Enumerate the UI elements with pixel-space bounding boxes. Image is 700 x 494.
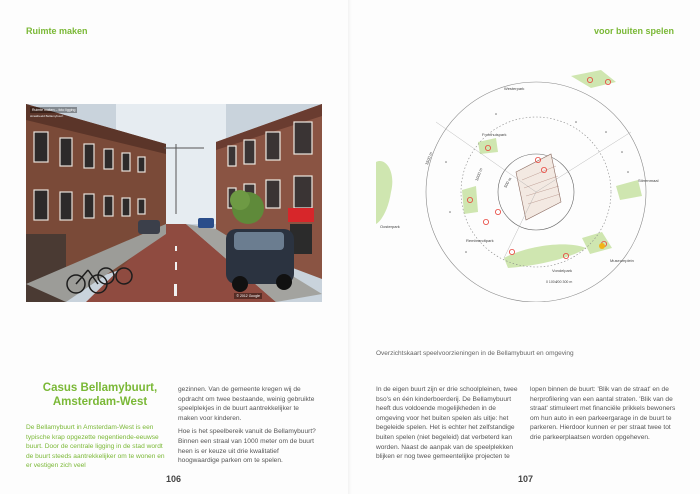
overview-map xyxy=(376,62,676,302)
park-shape xyxy=(478,138,498,154)
ring-label-1500: 1500 m xyxy=(424,151,434,166)
photo-overlay-line2: straatbeeld Bellamybuurt xyxy=(30,114,64,118)
map-label: Westerpark xyxy=(504,86,525,91)
street-photo-image xyxy=(26,104,322,302)
map-label: Rembrandtpark xyxy=(466,238,494,243)
photo-overlay-line1: Ruimte maken – foto ligging xyxy=(32,108,76,112)
map-drawing xyxy=(376,62,676,302)
museum-marker xyxy=(599,243,605,249)
map-label: Oosterpark xyxy=(380,224,400,229)
map-scale: 0 100 200 300 m xyxy=(546,280,573,284)
article-title xyxy=(26,381,174,409)
left-running-head: Ruimte maken xyxy=(26,26,88,36)
body-column-left xyxy=(178,385,320,470)
map-label: Vondelpark xyxy=(552,268,573,273)
title-line-1: Casus Bellamybuurt, xyxy=(42,382,158,394)
intro-column xyxy=(26,423,166,475)
map-label: Fronthuispark xyxy=(482,132,507,137)
right-paragraph-1: In de eigen buurt zijn er drie schoolpleinen, twee bso's en één kinderboerderij. De Bellamybuurt heeft dus voldoende mogelijkheden in de omgeving voor het buiten spelen als uitje: het begeleide spelen. Het is echter het zelfstandige buiten spelen (niet begeleid) dat verbeterd kan worden. Naast de aanpak van de speelplekken blijken er nog twee gemeentelijke projecten te xyxy=(376,386,518,461)
photo-copyright: © 2012 Google xyxy=(236,294,260,298)
map-caption: Overzichtskaart speelvoorzieningen in de Bellamybuurt en omgeving xyxy=(376,350,574,357)
map-label: Museumplein xyxy=(610,258,634,263)
page-number-right: 107 xyxy=(518,474,534,484)
title-line-2: Amsterdam-West xyxy=(52,396,148,408)
park-shape xyxy=(462,186,478,214)
park-shape xyxy=(571,70,616,88)
park-shape xyxy=(376,161,392,224)
ring-label-1000: 1000 m xyxy=(474,167,484,182)
park-shape xyxy=(616,180,642,200)
body-paragraph-2: Hoe is het speelbereik vanuit de Bellamybuurt? Binnen een straal van 1000 meter om de buurt heen is er keuze uit drie kwalitatief hoogwaardige parken om te spelen. xyxy=(178,428,316,465)
ring-label-500: 500 m xyxy=(502,176,513,189)
body-paragraph-1: gezinnen. Van de gemeente kregen wij de opdracht om twee bestaande, weinig gebruikte speelplekjes in de buurt aantrekkelijker te maken voor kinderen. xyxy=(178,386,315,422)
right-running-head: voor buiten spelen xyxy=(593,26,674,36)
page-number-left: 106 xyxy=(166,474,182,484)
right-paragraph-2: lopen binnen de buurt: 'Blik van de straat' en de herprofilering van een aantal straten. 'Blik van de straat' stimuleert met financiële prikkels bewoners om hun auto in een parkeergarage in de buurt te parkeren. Hierdoor kunnen er per straat twee tot drie parkeerplaatsen worden opgeheven. xyxy=(530,386,676,441)
bellamybuurt-area xyxy=(516,154,561,220)
body-column-right-2 xyxy=(530,385,676,447)
intro-paragraph: De Bellamybuurt in Amsterdam-West is een typische krap opgezette negentiende-eeuwse buurt. Door de centrale ligging in de stad wordt de buurt steeds aantrekkelijker om te wonen en er vestigen zich veel xyxy=(26,424,165,470)
map-label: Stirrenmaal xyxy=(638,178,659,183)
street-photo xyxy=(26,104,322,302)
body-column-right-1 xyxy=(376,385,524,466)
